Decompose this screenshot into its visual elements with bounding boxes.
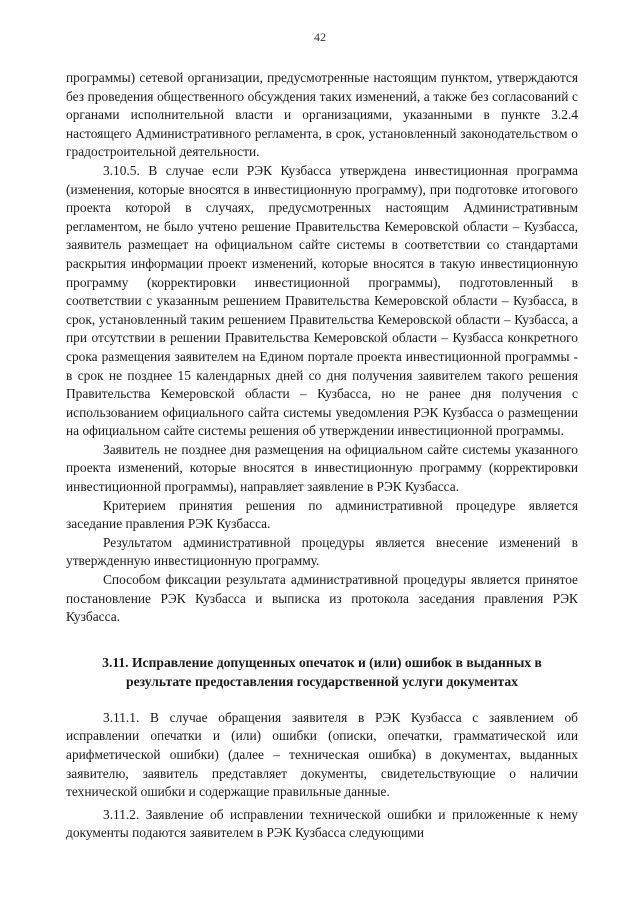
section-heading-3-11: 3.11. Исправление допущенных опечаток и (или) ошибок в выданных в результате предоставления государственной услуги документах (102, 654, 542, 689)
paragraph-applicant-submission: Заявитель не позднее дня размещения на официальном сайте системы указанного проекта изменений, которые вносятся в инвестиционную программу (корректировки инвестиционной программы), направляет заявление в РЭК Кузбасса. (66, 441, 578, 495)
paragraph-procedure-result: Результатом административной процедуры является внесение изменений в утвержденную инвестиционную программу. (66, 534, 578, 569)
paragraph-3-11-1: 3.11.1. В случае обращения заявителя в РЭК Кузбасса с заявлением об исправлении опечатки и (или) ошибки (описки, опечатки, грамматической или арифметической ошибки) (далее – техническая ошибка) в документах, выданных заявителю, заявитель представляет документы, свидетельствующие о наличии технической ошибки и содержащие правильные данные. (66, 709, 578, 800)
document-body (66, 69, 578, 843)
paragraph-continuation: программы) сетевой организации, предусмотренные настоящим пунктом, утверждаются без проведения общественного обсуждения таких изменений, а также без согласований с органами исполнительной власти и организациями, указанными в пункте 3.2.4 настоящего Административного регламента, в срок, установленный законодательством о градостроительной деятельности. (66, 70, 578, 160)
paragraph-decision-criterion: Критерием принятия решения по административной процедуре является заседание правления РЭК Кузбасса. (66, 497, 578, 532)
page-number: 42 (314, 30, 326, 44)
paragraph-3-10-5: 3.10.5. В случае если РЭК Кузбасса утверждена инвестиционная программа (изменения, которые вносятся в инвестиционную программу), при подготовке итогового проекта которой в случаях, предусмотренных настоящим Административным регламентом, не было учтено решение Правительства Кемеровской области – Кузбасса, заявитель размещает на официальном сайте системы в соответствии со стандартами раскрытия информации проект изменений, которые вносятся в такую инвестиционную программу (корректировки инвестиционной программы), подготовленный в соответствии с указанным решением Правительства Кемеровской области – Кузбасса, в срок, установленный таким решением Правительства Кемеровской области – Кузбасса, а при отсутствии в решении Правительства Кемеровской области – Кузбасса конкретного срока размещения заявителем на Едином портале проекта инвестиционной программы - в срок не позднее 15 календарных дней со дня получения заявителем такого решения Правительства Кемеровской области – Кузбасса, но не ранее дня получения с использованием официального сайта системы уведомления РЭК Кузбасса о размещении на официальном сайте системы решения об утверждении инвестиционной программы. (66, 162, 578, 439)
paragraph-result-fixation: Способом фиксации результата административной процедуры является принятое постановление РЭК Кузбасса и выписка из протокола заседания правления РЭК Кузбасса. (66, 572, 578, 625)
paragraph-3-11-2: 3.11.2. Заявление об исправлении технической ошибки и приложенные к нему документы подаются заявителем в РЭК Кузбасса следующими (66, 806, 578, 841)
